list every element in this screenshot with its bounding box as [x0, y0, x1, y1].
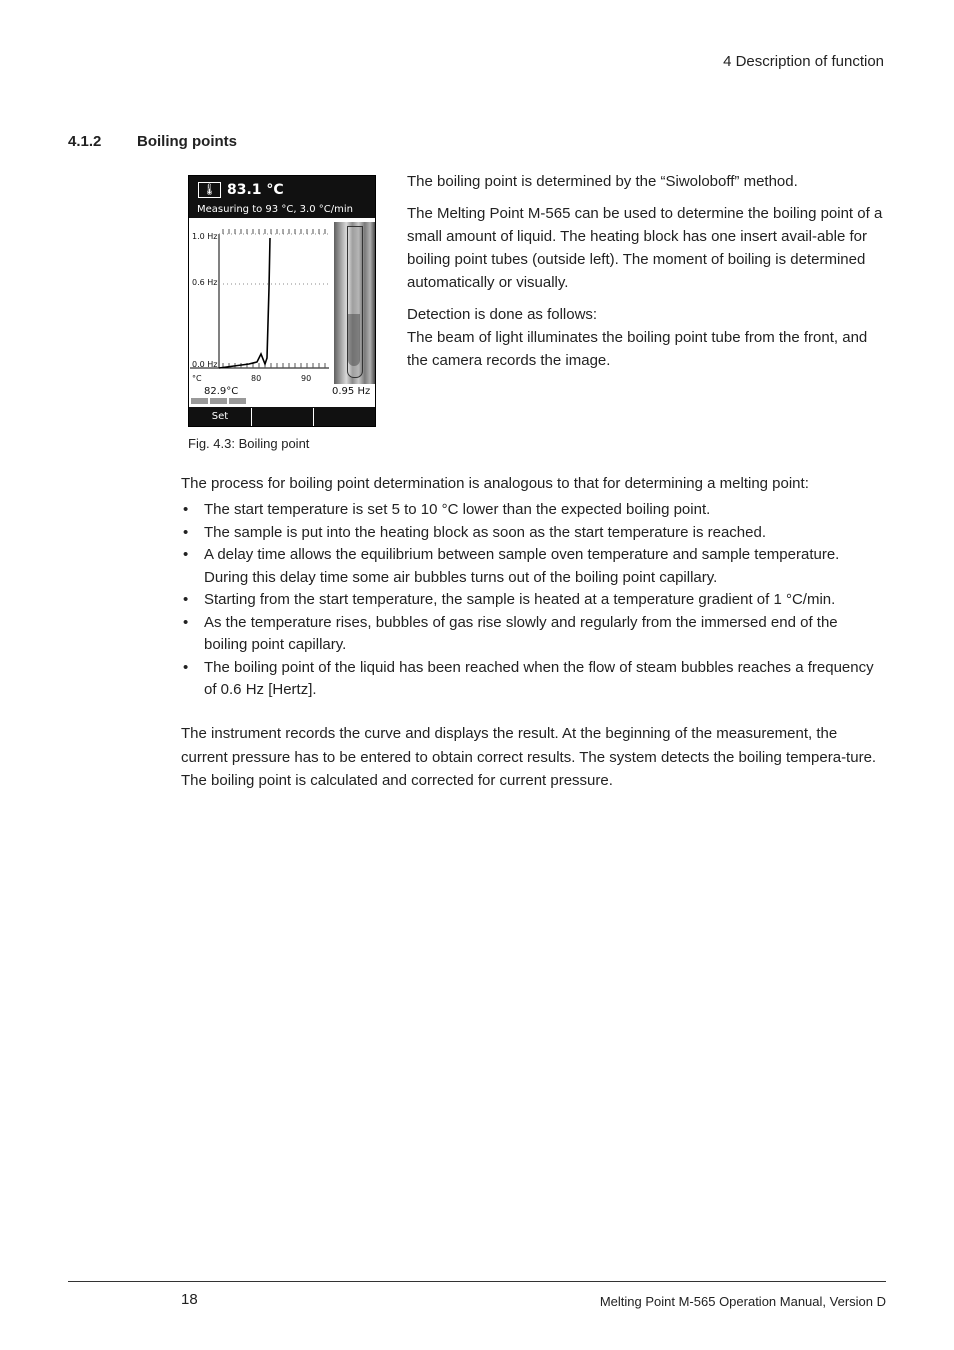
list-item: • A delay time allows the equilibrium between sample oven temperature and sample temperature. During this delay time some air bubbles turns out of the boiling point capillary. [181, 544, 881, 589]
figure-caption: Fig. 4.3: Boiling point [188, 436, 310, 451]
paragraph-method: The boiling point is determined by the “Siwoloboff” method. [407, 173, 798, 190]
footer-title: Melting Point M-565 Operation Manual, Version D [599, 1294, 886, 1309]
frequency-curve [219, 238, 270, 368]
x-tick-90: 90 [301, 374, 312, 383]
device-temperature: 83.1 °C [227, 182, 284, 198]
progress-segment-1 [191, 398, 208, 404]
list-item: • Starting from the start temperature, the sample is heated at a temperature gradient of 1 °C/min. [181, 589, 881, 612]
list-item: • The sample is put into the heating block as soon as the start temperature is reached. [181, 522, 881, 545]
softkey-3[interactable] [314, 408, 375, 426]
conclusion-section [181, 722, 881, 793]
conclusion-paragraph: The instrument records the curve and displays the result. At the beginning of the measurement, the current pressure has to be entered to obtain correct results. The system detects the boiling tempera-ture. The boiling point is calculated and corrected for current pressure. [181, 725, 877, 789]
paragraph-detection-detail: The beam of light illuminates the boiling point tube from the front, and the camera records the image. [407, 329, 868, 369]
description-column [407, 170, 887, 381]
device-status: Measuring to 93 °C, 3.0 °C/min [197, 204, 353, 215]
device-title-bar [189, 176, 375, 218]
top-ticks [223, 229, 325, 234]
set-button[interactable]: Set [211, 411, 229, 422]
y-label-0: 0.0 Hz [192, 360, 218, 369]
section-number: 4.1.2 [68, 133, 102, 150]
x-tick-80: 80 [251, 374, 262, 383]
device-screenshot [188, 175, 376, 427]
x-axis-unit: °C [192, 374, 202, 383]
paragraph-detection-intro: Detection is done as follows: [407, 306, 598, 323]
process-intro: The process for boiling point determination is analogous to that for determining a melting point: [181, 475, 809, 492]
tube-liquid [348, 314, 360, 366]
progress-segment-2 [210, 398, 227, 404]
camera-image [334, 222, 375, 384]
chapter-header: 4 Description of function [723, 53, 884, 70]
y-label-06: 0.6 Hz [192, 278, 218, 287]
thermometer-icon: 🌡 [198, 182, 221, 198]
paragraph-overview: The Melting Point M-565 can be used to determine the boiling point of a small amount of liquid. The heating block has one insert avail-able for boiling point tubes (outside left). The moment of boiling is determined automatically or visually. [407, 205, 883, 291]
list-item: • The boiling point of the liquid has been reached when the flow of steam bubbles reaches a frequency of 0.6 Hz [Hertz]. [181, 657, 881, 702]
list-item: • The start temperature is set 5 to 10 °C lower than the expected boiling point. [181, 499, 881, 522]
process-section [181, 472, 881, 702]
current-temperature: 82.9°C [204, 386, 239, 397]
page-number: 18 [181, 1291, 198, 1308]
y-label-1: 1.0 Hz [192, 232, 218, 241]
progress-segment-3 [229, 398, 246, 404]
list-item: • As the temperature rises, bubbles of gas rise slowly and regularly from the immersed end of the boiling point capillary. [181, 612, 881, 657]
footer-rule [68, 1281, 886, 1282]
softkey-2[interactable] [252, 408, 313, 426]
current-frequency: 0.95 Hz [332, 386, 371, 397]
section-title: Boiling points [137, 133, 237, 150]
process-steps [181, 499, 881, 702]
